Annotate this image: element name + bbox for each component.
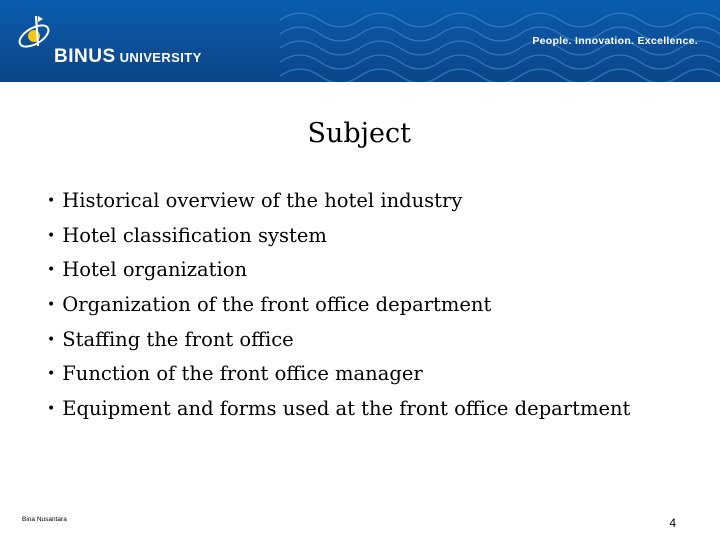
bullet-text: Equipment and forms used at the front office department	[62, 397, 631, 421]
bullet-dot-icon: •	[47, 297, 56, 314]
bullet-item	[47, 253, 707, 288]
bullet-dot-icon: •	[47, 227, 56, 244]
logo-suffix: UNIVERSITY	[119, 50, 202, 65]
bullet-dot-icon: •	[47, 331, 56, 348]
slide-title: Subject	[307, 118, 411, 149]
bullet-dot-icon: •	[47, 366, 56, 383]
bullet-item	[47, 219, 707, 254]
bullet-text: Historical overview of the hotel industry	[62, 189, 463, 212]
bullet-item	[47, 323, 707, 358]
bullet-item	[47, 392, 707, 427]
tagline: People. Innovation. Excellence.	[532, 35, 698, 47]
bullet-item	[47, 357, 707, 392]
bullet-item	[47, 184, 707, 219]
bullet-dot-icon: •	[47, 193, 56, 209]
bullet-dot-icon: •	[47, 401, 56, 418]
bullet-text: Function of the front office manager	[62, 362, 423, 386]
page-number: 4	[669, 516, 676, 530]
bullet-text: Staffing the front office	[62, 327, 294, 351]
bullet-item	[47, 288, 707, 323]
bullet-text: Hotel organization	[62, 258, 248, 282]
header-banner	[0, 0, 720, 82]
bullet-dot-icon: •	[47, 262, 56, 279]
bullet-text: Hotel classification system	[62, 223, 327, 247]
logo-brand: BINUS	[54, 46, 116, 67]
footer-organization: Bina Nusantara	[22, 516, 67, 523]
logo-text	[54, 47, 202, 66]
bullet-list	[47, 184, 707, 427]
bullet-text: Organization of the front office department	[62, 293, 492, 317]
